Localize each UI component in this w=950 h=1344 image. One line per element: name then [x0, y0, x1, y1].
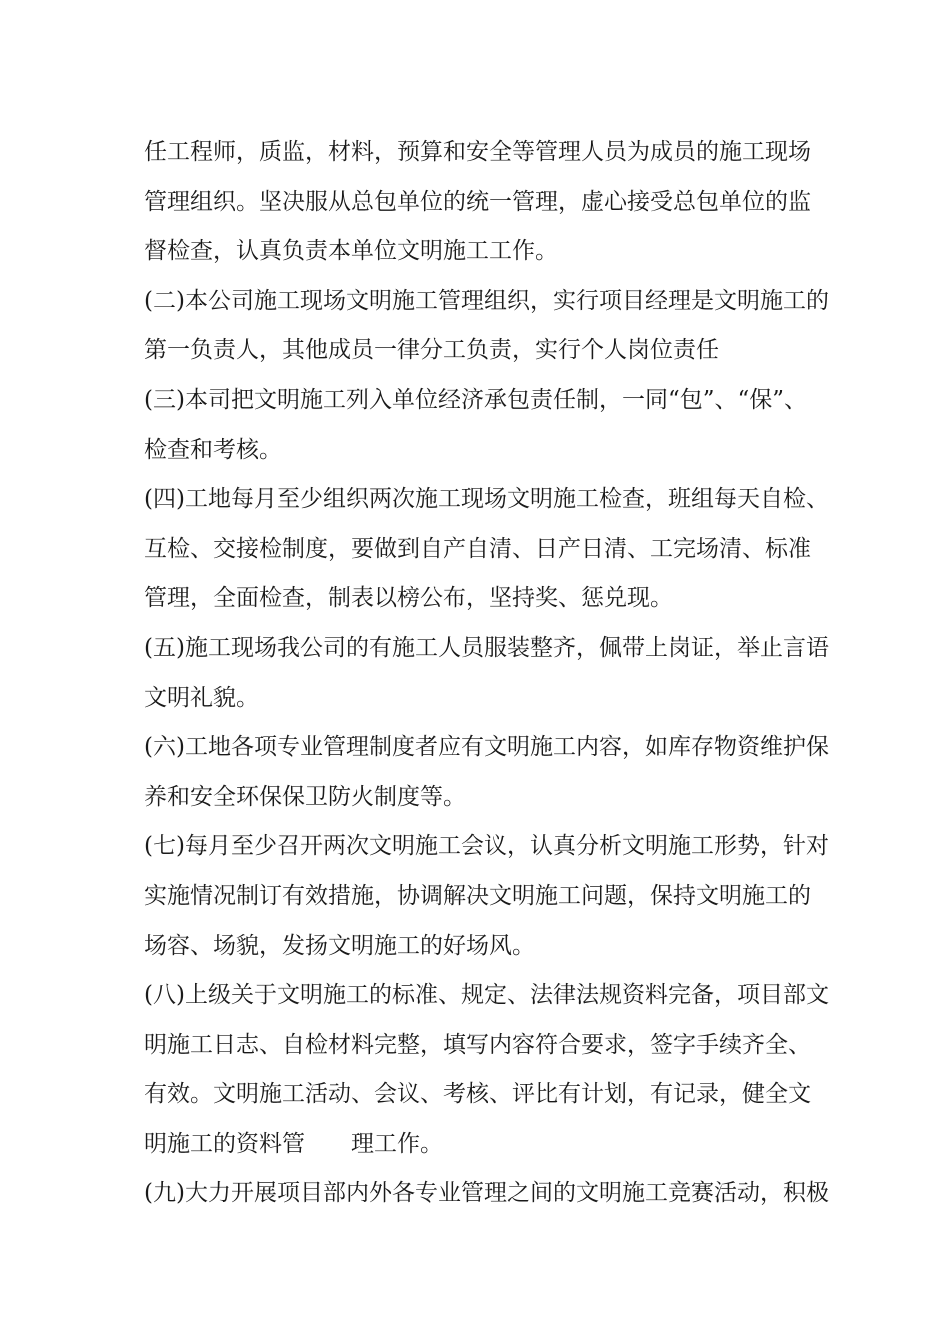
text-line: 有效。文明施工活动、会议、考核、评比有计划，有记录，健全文 — [144, 1081, 811, 1108]
text-line: 养和安全环保保卫防火制度等。 — [144, 783, 466, 810]
text-line: (四)工地每月至少组织两次施工现场文明施工检查，班组每天自检、 — [144, 486, 829, 513]
text-line: 文明礼貌。 — [144, 684, 259, 711]
text-line: (二)本公司施工现场文明施工管理组织，实行项目经理是文明施工的 — [144, 287, 829, 314]
text-line: (七)每月至少召开两次文明施工会议，认真分析文明施工形势，针对 — [144, 833, 829, 860]
text-line: 明施工日志、自检材料完整，填写内容符合要求，签字手续齐全、 — [144, 1031, 811, 1058]
text-line: 第一负责人，其他成员一律分工负责，实行个人岗位责任 — [144, 337, 719, 364]
text-line: 场容、场貌，发扬文明施工的好场风。 — [144, 932, 535, 959]
text-line: 实施情况制订有效措施，协调解决文明施工问题，保持文明施工的 — [144, 882, 811, 909]
text-line: (五)施工现场我公司的有施工人员服装整齐，佩带上岗证，举止言语 — [144, 634, 829, 661]
text-line: 检查和考核。 — [144, 436, 282, 463]
text-line: (三)本司把文明施工列入单位经济承包责任制，一同“包”、“保”、 — [144, 386, 807, 413]
text-line: 明施工的资料管 理工作。 — [144, 1130, 443, 1157]
text-line: (九)大力开展项目部内外各专业管理之间的文明施工竞赛活动，积极 — [144, 1180, 829, 1207]
text-line: 任工程师，质监，材料，预算和安全等管理人员为成员的施工现场 — [144, 139, 811, 165]
text-line: (六)工地各项专业管理制度者应有文明施工内容，如库存物资维护保 — [144, 734, 829, 761]
text-line: 互检、交接检制度，要做到自产自清、日产日清、工完场清、标准 — [144, 535, 811, 562]
text-line: (八)上级关于文明施工的标准、规定、法律法规资料完备，项目部文 — [144, 982, 829, 1009]
document-body — [144, 128, 844, 1219]
text-line: 督检查，认真负责本单位文明施工工作。 — [144, 238, 558, 265]
text-line: 管理组织。坚决服从总包单位的统一管理，虚心接受总包单位的监 — [144, 188, 811, 215]
text-line: 管理，全面检查，制表以榜公布，坚持奖、惩兑现。 — [144, 585, 673, 612]
